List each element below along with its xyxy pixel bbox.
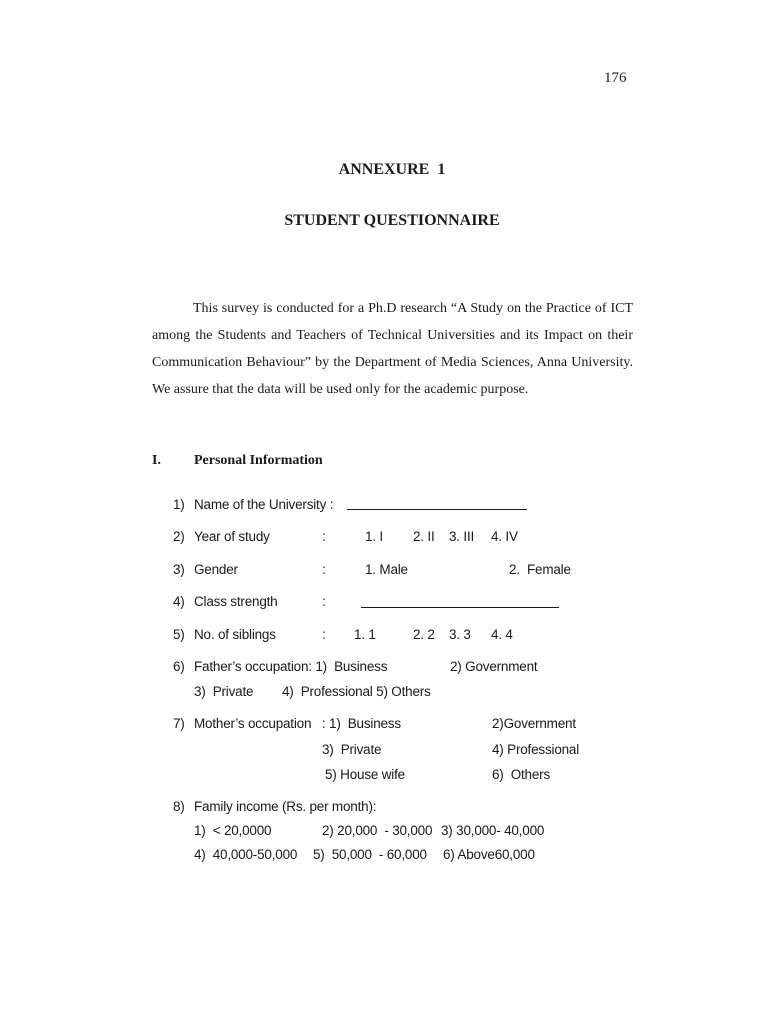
section-title: Personal Information: [194, 453, 323, 468]
q7-option[interactable]: 3) Private: [322, 742, 382, 757]
q3-option[interactable]: 2. Female: [509, 562, 571, 577]
q5-option[interactable]: 2. 2: [413, 627, 435, 642]
q8-option[interactable]: 1) < 20,0000: [194, 823, 272, 838]
q1-answer-blank[interactable]: [347, 497, 527, 510]
q2-number: 2): [173, 529, 185, 544]
q4-number: 4): [173, 594, 185, 609]
q8-option[interactable]: 3) 30,000- 40,000: [441, 823, 545, 838]
q2-option[interactable]: 4. IV: [491, 529, 518, 544]
q5-colon: :: [322, 627, 326, 642]
q2-option[interactable]: 3. III: [449, 529, 475, 544]
q5-option[interactable]: 1. 1: [354, 627, 376, 642]
q7-option[interactable]: 2)Government: [492, 716, 576, 731]
q2-label: Year of study: [194, 529, 270, 544]
q6-option[interactable]: 4) Professional 5) Others: [282, 684, 431, 699]
q7-label[interactable]: Mother’s occupation : 1) Business: [194, 716, 401, 731]
q1-label: Name of the University :: [194, 497, 334, 512]
q5-option[interactable]: 4. 4: [491, 627, 513, 642]
q8-option[interactable]: 5) 50,000 - 60,000: [313, 847, 427, 862]
q4-answer-blank[interactable]: [361, 595, 559, 608]
q3-number: 3): [173, 562, 185, 577]
section-number: I.: [152, 453, 161, 468]
q6-number: 6): [173, 659, 185, 674]
q4-colon: :: [322, 594, 326, 609]
q6-option[interactable]: 3) Private: [194, 684, 254, 699]
q7-option[interactable]: 4) Professional: [492, 742, 580, 757]
intro-text: This survey is conducted for a Ph.D research “A Study on the Practice of ICT among the Students and Teachers of Technical Universities and its Impact on their Communication Behaviour” by the Department of Media Sciences, Anna University. We assure that the data will be used only for the academic purpose.: [152, 301, 633, 397]
q8-number: 8): [173, 799, 185, 814]
q8-label: Family income (Rs. per month):: [194, 799, 377, 814]
q7-number: 7): [173, 716, 185, 731]
q7-option[interactable]: 5) House wife: [325, 767, 405, 782]
q6-label[interactable]: Father’s occupation: 1) Business: [194, 659, 388, 674]
q2-option[interactable]: 1. I: [365, 529, 383, 544]
q3-label: Gender: [194, 562, 238, 577]
q8-option[interactable]: 6) Above60,000: [443, 847, 535, 862]
q3-option[interactable]: 1. Male: [365, 562, 408, 577]
q3-colon: :: [322, 562, 326, 577]
q7-option[interactable]: 6) Others: [492, 767, 551, 782]
q8-option[interactable]: 4) 40,000-50,000: [194, 847, 298, 862]
q2-colon: :: [322, 529, 326, 544]
q2-option[interactable]: 2. II: [413, 529, 435, 544]
annexure-title: ANNEXURE 1: [338, 161, 446, 178]
q4-label: Class strength: [194, 594, 278, 609]
q8-option[interactable]: 2) 20,000 - 30,000: [322, 823, 433, 838]
q5-number: 5): [173, 627, 185, 642]
intro-paragraph: [152, 295, 633, 403]
page-number: 176: [604, 70, 627, 86]
q1-number: 1): [173, 497, 185, 512]
q6-option[interactable]: 2) Government: [450, 659, 538, 674]
q5-label: No. of siblings: [194, 627, 276, 642]
q5-option[interactable]: 3. 3: [449, 627, 471, 642]
questionnaire-title: STUDENT QUESTIONNAIRE: [284, 212, 500, 229]
